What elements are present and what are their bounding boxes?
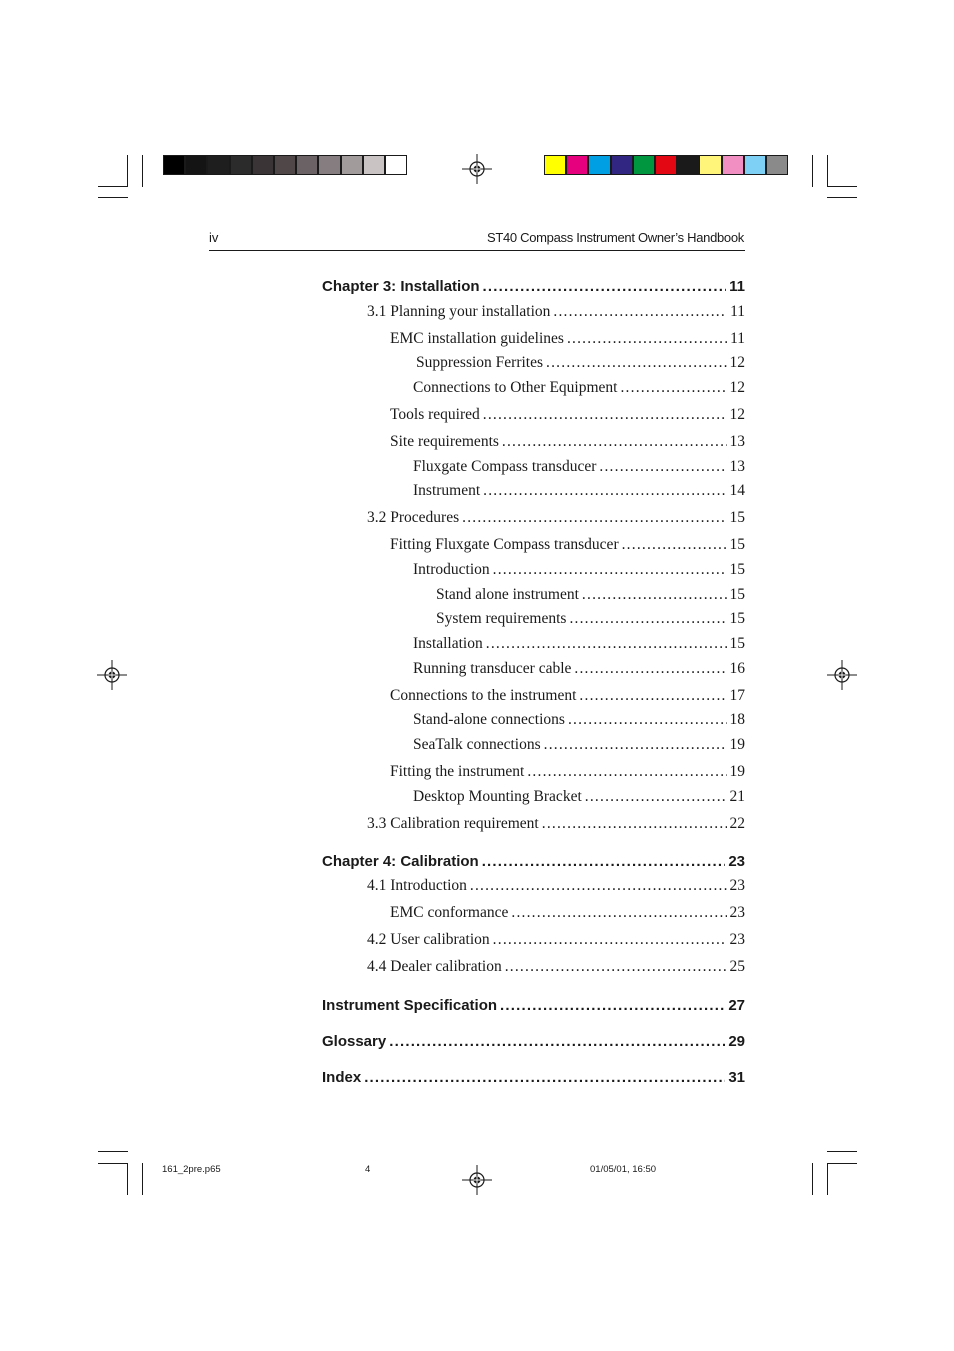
toc-entry [390, 904, 745, 922]
toc-entry-title: Stand-alone connections [413, 711, 565, 728]
toc-entry-title: System requirements [436, 610, 567, 627]
toc-leader-dots [599, 458, 726, 476]
toc-entry-title: 3.1 Planning your installation [367, 303, 551, 320]
registration-target-icon [97, 660, 127, 690]
registration-target-icon [827, 660, 857, 690]
color-swatch [274, 155, 296, 175]
toc-leader-dots [483, 406, 727, 424]
toc-entry-page: 16 [729, 660, 745, 677]
toc-entry-page: 21 [729, 788, 745, 805]
toc-leader-dots [569, 610, 726, 628]
color-swatch [230, 155, 252, 175]
toc-leader-dots [511, 904, 726, 922]
toc-entry [436, 610, 745, 628]
registration-target-icon [462, 1165, 492, 1195]
page-label: iv [209, 230, 219, 245]
toc-leader-dots [486, 635, 727, 653]
toc-entry-title: Connections to Other Equipment [413, 379, 618, 396]
toc-entry-title: EMC installation guidelines [390, 330, 564, 347]
toc-entry-title: Chapter 4: Calibration [322, 853, 479, 870]
toc-entry [413, 635, 745, 653]
toc-entry [413, 458, 745, 476]
slug-file-name: 161_2pre.p65 [162, 1164, 221, 1175]
toc-entry-page: 12 [729, 379, 745, 396]
toc-leader-dots [567, 330, 727, 348]
color-swatch [185, 155, 207, 175]
color-swatch [766, 155, 788, 175]
toc-entry-page: 29 [728, 1033, 745, 1050]
toc-entry [367, 815, 745, 833]
toc-entry-title: SeaTalk connections [413, 736, 541, 753]
toc-entry-title: Running transducer cable [413, 660, 572, 677]
toc-leader-dots [582, 586, 727, 604]
toc-chapter-entry [322, 1033, 745, 1050]
toc-entry-page: 23 [729, 877, 745, 894]
toc-entry-page: 23 [729, 931, 745, 948]
toc-entry-title: Fluxgate Compass transducer [413, 458, 597, 475]
toc-entry-page: 23 [728, 853, 745, 870]
toc-entry [367, 931, 745, 949]
toc-entry [367, 509, 745, 527]
color-swatch [318, 155, 340, 175]
toc-entry [416, 354, 745, 372]
toc-entry-page: 11 [729, 278, 745, 295]
toc-entry-title: Site requirements [390, 433, 499, 450]
toc-leader-dots [574, 660, 726, 678]
color-swatch [566, 155, 588, 175]
toc-entry [413, 561, 745, 579]
toc-entry [390, 330, 745, 348]
color-swatch [699, 155, 721, 175]
toc-leader-dots [527, 763, 726, 781]
toc-entry-page: 15 [729, 561, 745, 578]
toc-entry-page: 15 [729, 635, 745, 652]
toc-entry [436, 586, 745, 604]
toc-leader-dots [544, 736, 727, 754]
toc-leader-dots [483, 482, 726, 500]
toc-entry-title: Tools required [390, 406, 480, 423]
toc-leader-dots [620, 379, 726, 397]
toc-entry-title: Instrument Specification [322, 997, 498, 1014]
toc-entry-title: 3.2 Procedures [367, 509, 460, 526]
toc-entry-title: Desktop Mounting Bracket [413, 788, 582, 805]
toc-entry-title: Stand alone instrument [436, 586, 579, 603]
toc-leader-dots [493, 931, 727, 949]
toc-leader-dots [364, 1069, 725, 1086]
color-swatch [655, 155, 677, 175]
color-swatch [722, 155, 744, 175]
toc-entry-title: Connections to the instrument [390, 687, 577, 704]
toc-leader-dots [568, 711, 727, 729]
toc-leader-dots [482, 853, 726, 870]
toc-leader-dots [470, 877, 727, 895]
toc-entry-page: 11 [730, 330, 745, 347]
color-swatch [385, 155, 407, 175]
toc-entry-title: Chapter 3: Installation [322, 278, 480, 295]
toc-entry-page: 15 [729, 509, 745, 526]
slug-timestamp: 01/05/01, 16:50 [590, 1164, 657, 1175]
toc-entry-page: 19 [729, 763, 745, 780]
toc-entry-page: 31 [728, 1069, 745, 1086]
header-rule [209, 250, 745, 251]
toc-entry [413, 482, 745, 500]
toc-entry-page: 12 [729, 406, 745, 423]
toc-entry-page: 18 [729, 711, 745, 728]
toc-entry-title: Fitting Fluxgate Compass transducer [390, 536, 619, 553]
toc-entry [390, 536, 745, 554]
toc-entry-title: Suppression Ferrites [416, 354, 544, 371]
toc-entry [390, 763, 745, 781]
toc-leader-dots [493, 561, 727, 579]
toc-entry [413, 379, 745, 397]
color-swatch [633, 155, 655, 175]
toc-entry [413, 711, 745, 729]
toc-leader-dots [462, 509, 726, 527]
toc-entry-title: EMC conformance [390, 904, 509, 921]
color-swatch [296, 155, 318, 175]
toc-entry-page: 13 [729, 433, 745, 450]
color-swatch [252, 155, 274, 175]
toc-entry [390, 406, 745, 424]
toc-leader-dots [483, 278, 727, 295]
toc-entry [390, 687, 745, 705]
toc-chapter-entry [322, 997, 745, 1014]
toc-chapter-entry [322, 853, 745, 870]
toc-entry-title: Introduction [413, 561, 490, 578]
book-title: ST40 Compass Instrument Owner’s Handbook [486, 230, 744, 245]
color-swatch [207, 155, 229, 175]
color-swatch [744, 155, 766, 175]
toc-entry [367, 958, 745, 976]
toc-entry [367, 877, 745, 895]
toc-entry-title: 4.2 User calibration [367, 931, 490, 948]
toc-leader-dots [502, 433, 727, 451]
toc-entry [413, 660, 745, 678]
toc-entry-page: 15 [729, 586, 745, 603]
toc-entry-page: 22 [729, 815, 745, 832]
toc-entry-title: Index [322, 1069, 362, 1086]
toc-entry-page: 17 [729, 687, 745, 704]
toc-leader-dots [622, 536, 727, 554]
toc-chapter-entry [322, 1069, 745, 1086]
toc-entry-page: 15 [729, 536, 745, 553]
toc-chapter-entry [322, 278, 745, 295]
toc-entry [390, 433, 745, 451]
toc-entry-page: 27 [728, 997, 745, 1014]
toc-entry-page: 25 [729, 958, 745, 975]
toc-entry-title: Glossary [322, 1033, 387, 1050]
color-swatch [611, 155, 633, 175]
toc-entry-page: 23 [729, 904, 745, 921]
toc-entry-title: Instrument [413, 482, 481, 499]
color-swatch [544, 155, 566, 175]
toc-entry-page: 15 [729, 610, 745, 627]
toc-entry [367, 303, 745, 321]
slug-page-number: 4 [365, 1164, 371, 1175]
toc-entry-title: 4.4 Dealer calibration [367, 958, 502, 975]
toc-entry-page: 12 [729, 354, 745, 371]
toc-entry-page: 13 [729, 458, 745, 475]
toc-leader-dots [585, 788, 727, 806]
toc-entry-title: Fitting the instrument [390, 763, 525, 780]
color-swatch [363, 155, 385, 175]
color-swatch [588, 155, 610, 175]
toc-entry-page: 14 [729, 482, 745, 499]
toc-leader-dots [546, 354, 726, 372]
toc-entry-title: 3.3 Calibration requirement [367, 815, 539, 832]
color-swatch [677, 155, 699, 175]
toc-leader-dots [500, 997, 725, 1014]
toc-leader-dots [389, 1033, 725, 1050]
toc-entry-title: Installation [413, 635, 483, 652]
toc-leader-dots [553, 303, 727, 321]
toc-entry-page: 19 [729, 736, 745, 753]
toc-entry-page: 11 [730, 303, 745, 320]
toc-leader-dots [542, 815, 727, 833]
toc-leader-dots [505, 958, 727, 976]
toc-entry-title: 4.1 Introduction [367, 877, 467, 894]
registration-target-icon [462, 154, 492, 184]
toc-entry [413, 736, 745, 754]
toc-leader-dots [579, 687, 726, 705]
toc-entry [413, 788, 745, 806]
color-swatch [163, 155, 185, 175]
color-swatch [341, 155, 363, 175]
